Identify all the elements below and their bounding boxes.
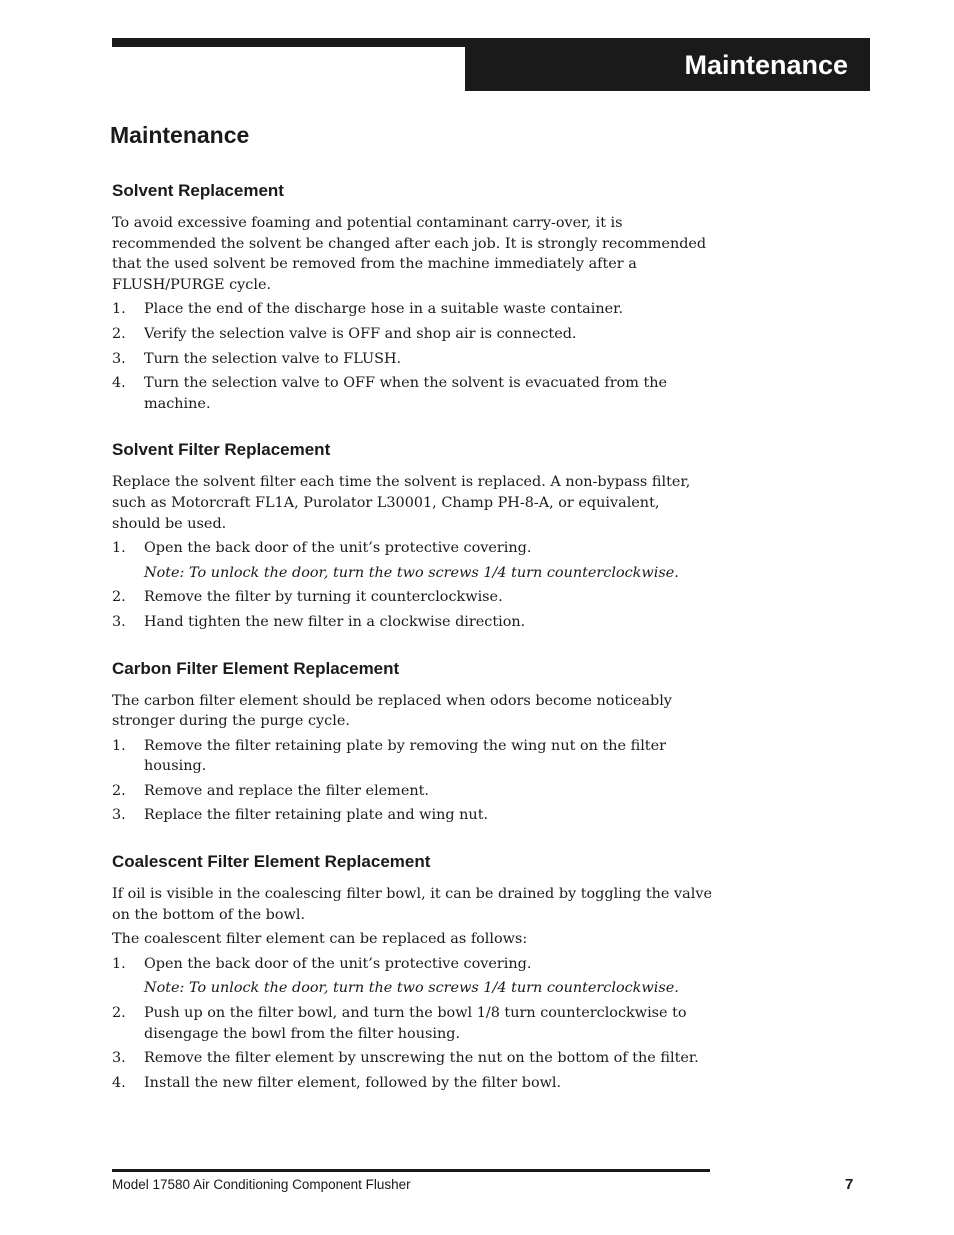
list-item — [112, 954, 712, 999]
section-carbon-filter-replacement — [112, 658, 712, 827]
steps-list — [112, 538, 712, 632]
section-coalescent-filter-replacement — [112, 851, 712, 1093]
step-text: Turn the selection valve to OFF when the solvent is evacuated from the machine. — [144, 375, 668, 412]
list-item — [112, 324, 712, 345]
section-paragraph: Replace the solvent filter each time the solvent is replaced. A non-bypass filter, such as Motorcraft FL1A, Purolator L30001, Champ PH-8-A, or equivalent, should be used. — [112, 474, 691, 532]
step-number: 2. — [112, 325, 126, 342]
step-text: Place the end of the discharge hose in a suitable waste container. — [144, 301, 624, 318]
section-solvent-filter-replacement — [112, 439, 712, 632]
step-number: 4. — [112, 1074, 126, 1091]
section-solvent-replacement — [112, 180, 712, 414]
step-text: Remove the filter element by unscrewing the nut on the bottom of the filter. — [144, 1050, 699, 1067]
step-number: 2. — [112, 589, 126, 606]
steps-list — [112, 954, 712, 1094]
section-paragraph: The carbon filter element should be replaced when odors become noticeably stronger during the purge cycle. — [112, 692, 672, 730]
step-text: Replace the filter retaining plate and wing nut. — [144, 807, 489, 824]
section-heading: Solvent Filter Replacement — [112, 440, 331, 460]
step-text: Remove the filter retaining plate by removing the wing nut on the filter housing. — [144, 737, 666, 775]
list-item — [112, 349, 712, 370]
step-number: 1. — [112, 540, 126, 557]
section-heading: Carbon Filter Element Replacement — [112, 658, 400, 678]
list-item — [112, 1073, 712, 1094]
page-title: Maintenance — [110, 122, 250, 148]
step-number: 1. — [112, 301, 126, 318]
header-title: Maintenance — [684, 50, 848, 80]
step-note: Note: To unlock the door, turn the two screws 1/4 turn counterclockwise. — [144, 564, 679, 581]
step-text: Open the back door of the unit’s protective covering. — [144, 955, 532, 972]
list-item — [112, 1003, 712, 1044]
list-item — [112, 805, 712, 826]
step-text: Open the back door of the unit’s protective covering. — [144, 540, 532, 557]
step-number: 4. — [112, 375, 126, 392]
main-content — [112, 180, 712, 1118]
step-text: Verify the selection valve is OFF and shop air is connected. — [144, 325, 577, 342]
list-item — [112, 538, 712, 583]
steps-list — [112, 299, 712, 414]
steps-list — [112, 736, 712, 826]
section-paragraph: The coalescent filter element can be replaced as follows: — [112, 931, 528, 948]
header-banner — [465, 38, 870, 91]
step-text: Remove and replace the filter element. — [144, 782, 429, 799]
page-number: 7 — [845, 1176, 854, 1193]
step-text: Install the new filter element, followed by the filter bowl. — [144, 1074, 562, 1091]
section-heading: Coalescent Filter Element Replacement — [112, 852, 431, 872]
step-note: Note: To unlock the door, turn the two screws 1/4 turn counterclockwise. — [144, 980, 679, 997]
step-text: Turn the selection valve to FLUSH. — [144, 350, 402, 367]
step-text: Remove the filter by turning it counterclockwise. — [144, 589, 503, 606]
list-item — [112, 736, 712, 777]
step-number: 3. — [112, 350, 126, 367]
footer-rule — [112, 1169, 710, 1172]
list-item — [112, 299, 712, 320]
footer-model: Model 17580 Air Conditioning Component Flusher — [112, 1177, 411, 1192]
list-item — [112, 1048, 712, 1069]
section-paragraph: To avoid excessive foaming and potential contaminant carry-over, it is recommended the solvent be changed after each job. It is strongly recommended that the used solvent be removed from the machine immediately after a FLUSH/PURGE cycle. — [112, 215, 707, 293]
list-item — [112, 781, 712, 802]
step-number: 3. — [112, 807, 126, 824]
step-number: 2. — [112, 782, 126, 799]
step-number: 2. — [112, 1005, 126, 1022]
step-text: Push up on the filter bowl, and turn the bowl 1/8 turn counterclockwise to disengage the bowl from the filter housing. — [144, 1005, 687, 1042]
section-paragraph: If oil is visible in the coalescing filter bowl, it can be drained by toggling the valve on the bottom of the bowl. — [112, 886, 712, 923]
list-item — [112, 612, 712, 633]
step-number: 1. — [112, 737, 126, 754]
step-text: Hand tighten the new filter in a clockwise direction. — [144, 613, 526, 630]
step-number: 3. — [112, 1050, 126, 1067]
step-number: 1. — [112, 955, 126, 972]
list-item — [112, 587, 712, 608]
section-heading: Solvent Replacement — [112, 181, 284, 200]
step-number: 3. — [112, 613, 126, 630]
list-item — [112, 373, 712, 414]
